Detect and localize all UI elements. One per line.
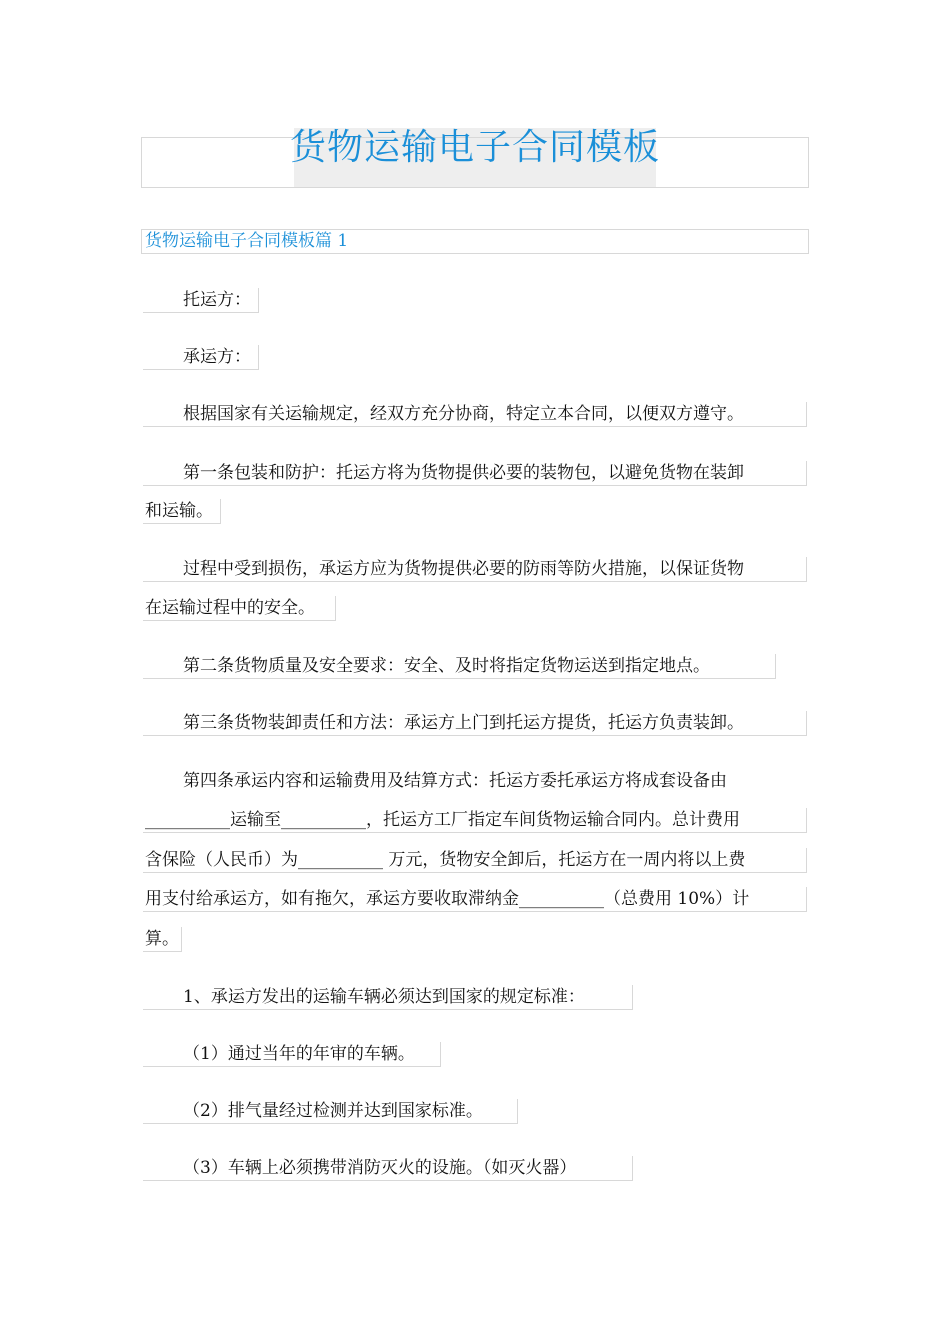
requirement-1: 1、承运方发出的运输车辆必须达到国家的规定标准： — [183, 987, 585, 1007]
article-4-line-3: 含保险（人民币）为__________ 万元，货物安全卸后，托运方在一周内将以上费 — [145, 850, 746, 870]
carrier-label: 承运方： — [183, 347, 251, 367]
paragraph-edge — [806, 887, 807, 911]
article-2: 第二条货物质量及安全要求：安全、及时将指定货物运送到指定地点。 — [183, 656, 710, 676]
paragraph-2-line-1: 过程中受到损伤，承运方应为货物提供必要的防雨等防火措施，以保证货物 — [183, 559, 744, 579]
section-title: 货物运输电子合同模板篇 1 — [145, 231, 349, 251]
article-1-line-1: 第一条包装和防护：托运方将为货物提供必要的装物包，以避免货物在装卸 — [183, 463, 744, 483]
paragraph-underline — [143, 485, 807, 486]
requirement-1b: （2）排气量经过检测并达到国家标准。 — [183, 1101, 483, 1121]
paragraph-edge — [440, 1042, 441, 1066]
paragraph-edge — [632, 1156, 633, 1180]
article-4-line-2: __________运输至__________，托运方工厂指定车间货物运输合同内。总计费用 — [145, 810, 740, 830]
paragraph-edge — [806, 808, 807, 832]
article-4-line-4: 用支付给承运方，如有拖欠，承运方要收取滞纳金__________（总费用 10%）计 — [145, 889, 750, 909]
paragraph-edge — [775, 654, 776, 678]
paragraph-edge — [806, 461, 807, 485]
paragraph-underline — [143, 872, 807, 873]
paragraph-2-line-2: 在运输过程中的安全。 — [145, 598, 315, 618]
paragraph-edge — [806, 557, 807, 581]
paragraph-edge — [335, 596, 336, 620]
paragraph-underline — [143, 426, 807, 427]
paragraph-underline — [143, 1009, 633, 1010]
requirement-1c: （3）车辆上必须携带消防灭火的设施。（如灭火器） — [183, 1158, 577, 1178]
field-edge — [258, 288, 259, 312]
paragraph-edge — [806, 402, 807, 426]
paragraph-underline — [143, 620, 336, 621]
paragraph-edge — [181, 927, 182, 951]
paragraph-underline — [143, 678, 776, 679]
paragraph-edge — [806, 711, 807, 735]
field-underline — [143, 312, 259, 313]
article-4-line-5: 算。 — [145, 929, 179, 949]
article-3: 第三条货物装卸责任和方法：承运方上门到托运方提货，托运方负责装卸。 — [183, 713, 744, 733]
paragraph-edge — [806, 848, 807, 872]
field-edge — [258, 345, 259, 369]
paragraph-underline — [143, 735, 807, 736]
shipper-label: 托运方： — [183, 290, 251, 310]
paragraph-underline — [143, 523, 221, 524]
article-4-line-1: 第四条承运内容和运输费用及结算方式：托运方委托承运方将成套设备由 — [183, 771, 727, 791]
paragraph-underline — [143, 951, 182, 952]
article-1-line-2: 和运输。 — [145, 501, 213, 521]
paragraph-underline — [143, 1123, 518, 1124]
document-title: 货物运输电子合同模板 — [289, 127, 660, 168]
paragraph-edge — [517, 1099, 518, 1123]
paragraph-edge — [632, 985, 633, 1009]
paragraph-underline — [143, 832, 807, 833]
paragraph-edge — [220, 499, 221, 523]
paragraph-underline — [143, 1066, 441, 1067]
paragraph-underline — [143, 581, 807, 582]
field-underline — [143, 369, 259, 370]
intro-paragraph: 根据国家有关运输规定，经双方充分协商，特定立本合同，以便双方遵守。 — [183, 404, 744, 424]
paragraph-underline — [143, 911, 807, 912]
paragraph-underline — [143, 1180, 633, 1181]
requirement-1a: （1）通过当年的年审的车辆。 — [183, 1044, 415, 1064]
